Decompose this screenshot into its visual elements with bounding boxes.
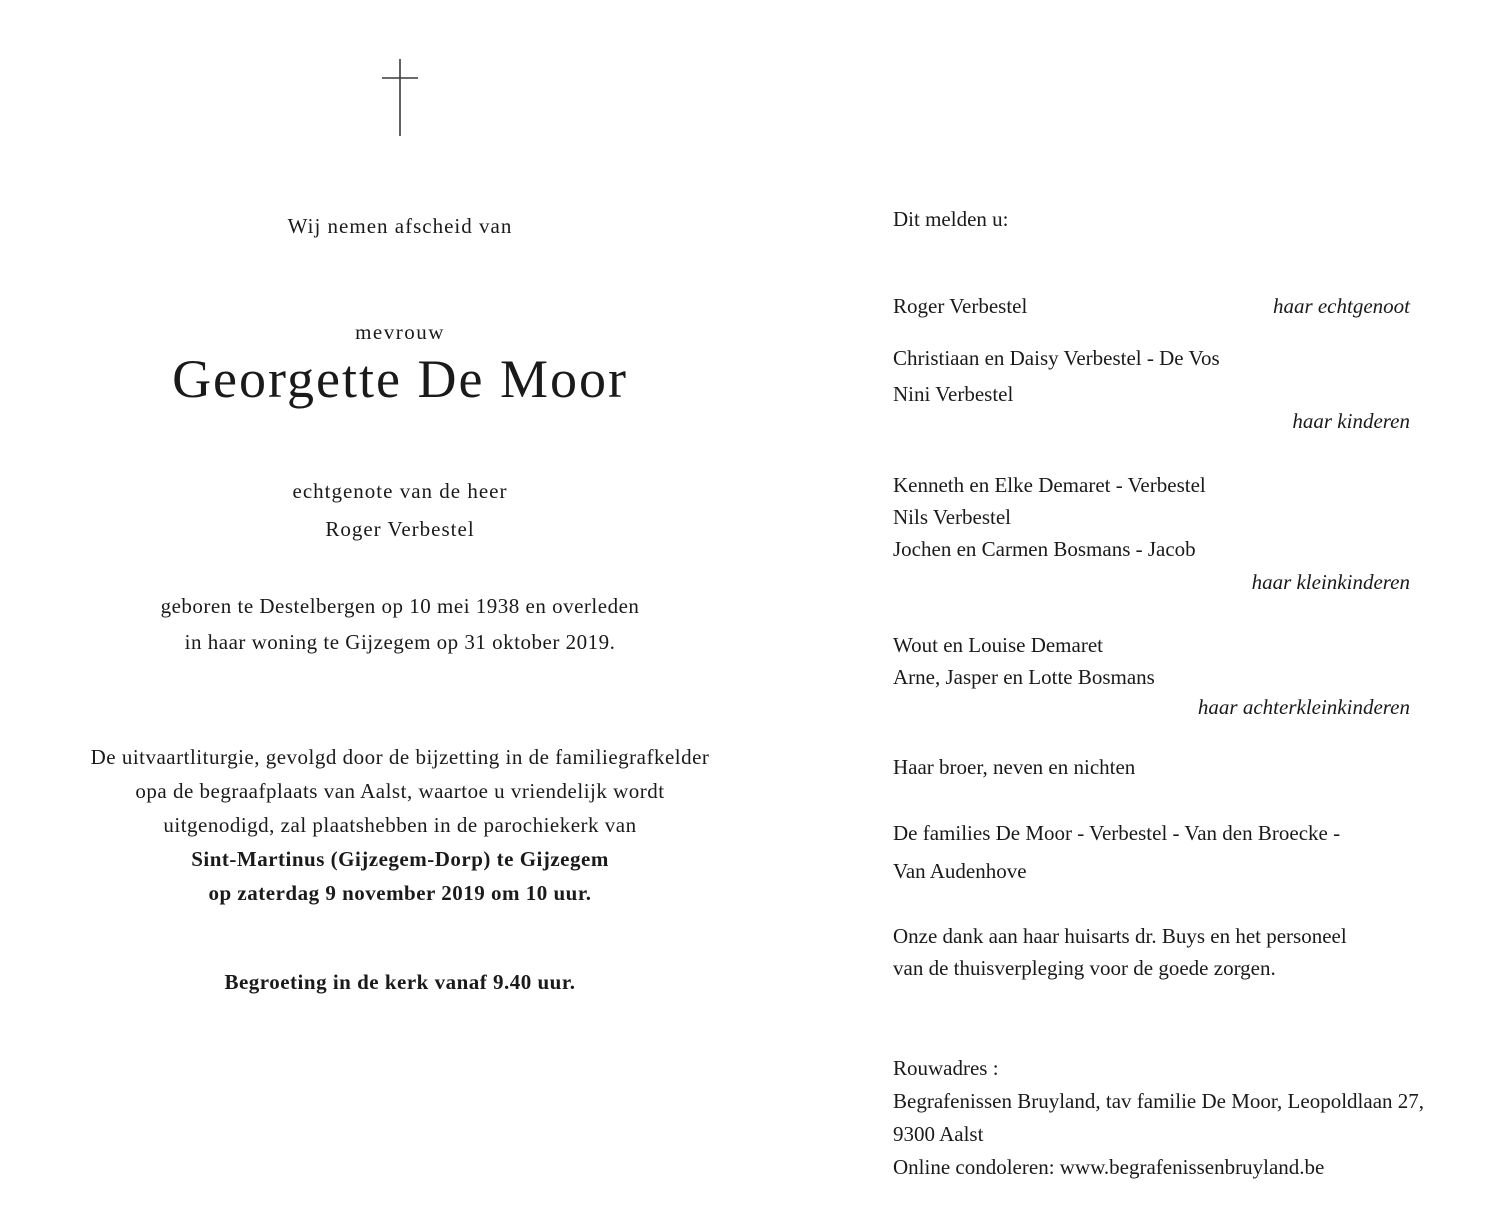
announcers-header: Dit melden u: <box>893 207 1009 231</box>
family-member: Nini Verbestel <box>893 382 1014 406</box>
family-group-families <box>893 814 1410 890</box>
family-member: Christiaan en Daisy Verbestel - De Vos <box>893 346 1220 370</box>
birth-line: geboren te Destelbergen op 10 mei 1938 en overleden <box>160 594 640 618</box>
family-member: Wout en Louise Demaret <box>893 633 1103 657</box>
right-panel <box>893 0 1425 1214</box>
family-member: Nils Verbestel <box>893 505 1012 529</box>
left-panel <box>40 0 760 1214</box>
family-member: Roger Verbestel <box>893 294 1028 318</box>
family-group-children <box>893 340 1410 412</box>
relation-label: haar achterkleinkinderen <box>1197 695 1410 719</box>
family-group-grandchildren <box>893 469 1410 565</box>
cross-icon <box>40 56 760 140</box>
family-member: Arne, Jasper en Lotte Bosmans <box>893 665 1155 689</box>
spouse-intro: echtgenote van de heer <box>292 479 508 503</box>
mourning-address-line: 9300 Aalst <box>893 1122 984 1146</box>
mourning-address-label: Rouwadres : <box>893 1056 999 1080</box>
service-church: Sint-Martinus (Gijzegem-Dorp) te Gijzegem <box>191 847 609 871</box>
salutation: mevrouw <box>355 320 445 344</box>
families-line: Van Audenhove <box>893 859 1027 883</box>
relation-label: haar kinderen <box>1292 409 1410 433</box>
spouse-name: Roger Verbestel <box>325 517 475 541</box>
spouse-block <box>40 472 760 548</box>
birth-death-block <box>40 588 760 660</box>
families-line: De families De Moor - Verbestel - Van den Broecke - <box>893 821 1341 845</box>
relation-label: haar kleinkinderen <box>1251 570 1410 594</box>
online-condolence-line: Online condoleren: www.begrafenissenbruyland.be <box>893 1155 1325 1179</box>
service-datetime: op zaterdag 9 november 2019 om 10 uur. <box>208 881 592 905</box>
service-line: opa de begraafplaats van Aalst, waartoe u vriendelijk wordt <box>135 779 665 803</box>
relation-label: haar echtgenoot <box>1272 294 1410 318</box>
service-block <box>40 740 760 910</box>
greeting-line: Begroeting in de kerk vanaf 9.40 uur. <box>224 970 576 994</box>
service-line: De uitvaartliturgie, gevolgd door de bijzetting in de familiegrafkelder <box>90 745 710 769</box>
death-line: in haar woning te Gijzegem op 31 oktober 2019. <box>184 630 616 654</box>
mourning-address-line: Begrafenissen Bruyland, tav familie De Moor, Leopoldlaan 27, <box>893 1089 1425 1113</box>
family-member: Kenneth en Elke Demaret - Verbestel <box>893 473 1206 497</box>
thanks-line: van de thuisverpleging voor de goede zorgen. <box>893 956 1276 980</box>
farewell-intro: Wij nemen afscheid van <box>287 214 513 238</box>
family-group-spouse <box>893 294 1410 319</box>
family-member: Jochen en Carmen Bosmans - Jacob <box>893 537 1196 561</box>
thanks-block <box>893 920 1410 984</box>
service-line: uitgenodigd, zal plaatshebben in de parochiekerk van <box>163 813 637 837</box>
deceased-name: Georgette De Moor <box>172 349 628 409</box>
family-group-siblings: Haar broer, neven en nichten <box>893 755 1136 779</box>
family-group-greatgrandchildren <box>893 629 1410 693</box>
mourning-address-block <box>893 1052 1425 1184</box>
thanks-line: Onze dank aan haar huisarts dr. Buys en het personeel <box>893 924 1347 948</box>
